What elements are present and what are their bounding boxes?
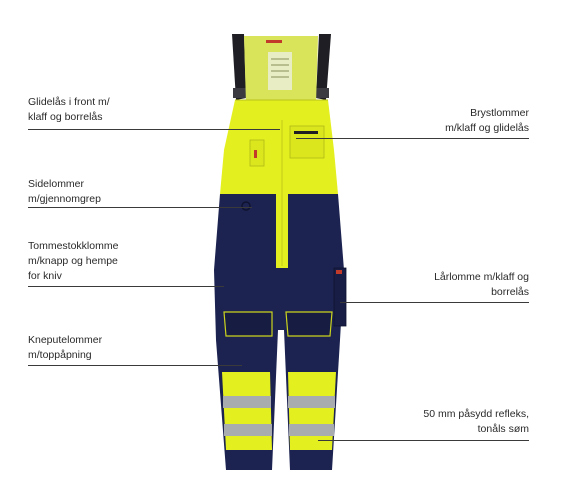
right-knee-pad [286, 312, 332, 336]
right-reflective-tape-lower [289, 424, 334, 436]
right-cuff [290, 450, 332, 470]
callout-line-front-zipper [28, 129, 280, 130]
callout-reflective-tape: 50 mm påsydd refleks, tonåls søm [423, 408, 529, 435]
left-cuff [226, 450, 272, 470]
callout-line-side-pockets [28, 207, 252, 208]
callout-chest-pockets: Brystlommer m/klaff og glidelås [445, 107, 529, 134]
callout-line-knee-pad-pockets [28, 365, 242, 366]
chest-pocket [290, 126, 324, 158]
brand-tag [266, 40, 282, 43]
chest-pocket-zipper [294, 131, 318, 134]
left-strap-buckle [233, 88, 247, 98]
callout-line-reflective-tape [318, 440, 529, 441]
left-knee-pad [224, 312, 272, 336]
right-strap-buckle [315, 88, 329, 98]
right-reflective-tape-upper [288, 396, 335, 408]
thigh-pocket [334, 268, 346, 326]
inner-label-lines [271, 58, 289, 60]
callout-thigh-pocket: Lårlomme m/klaff og borrelås [434, 271, 529, 298]
callout-side-pockets: Sidelommer m/gjennomgrep [28, 178, 101, 205]
left-yellow-band [222, 372, 272, 450]
callout-front-zipper: Glidelås i front m/ klaff og borrelås [28, 96, 110, 123]
callout-ruler-pocket: Tommestokklomme m/knapp og hempe for kniv [28, 240, 119, 282]
callout-line-chest-pockets [296, 138, 529, 139]
callout-line-thigh-pocket [340, 302, 529, 303]
callout-knee-pad-pockets: Kneputelommer m/toppåpning [28, 334, 103, 361]
left-reflective-tape-upper [223, 396, 271, 408]
right-yellow-band [288, 372, 336, 450]
left-reflective-tape-lower [224, 424, 272, 436]
callout-line-ruler-pocket [28, 286, 224, 287]
